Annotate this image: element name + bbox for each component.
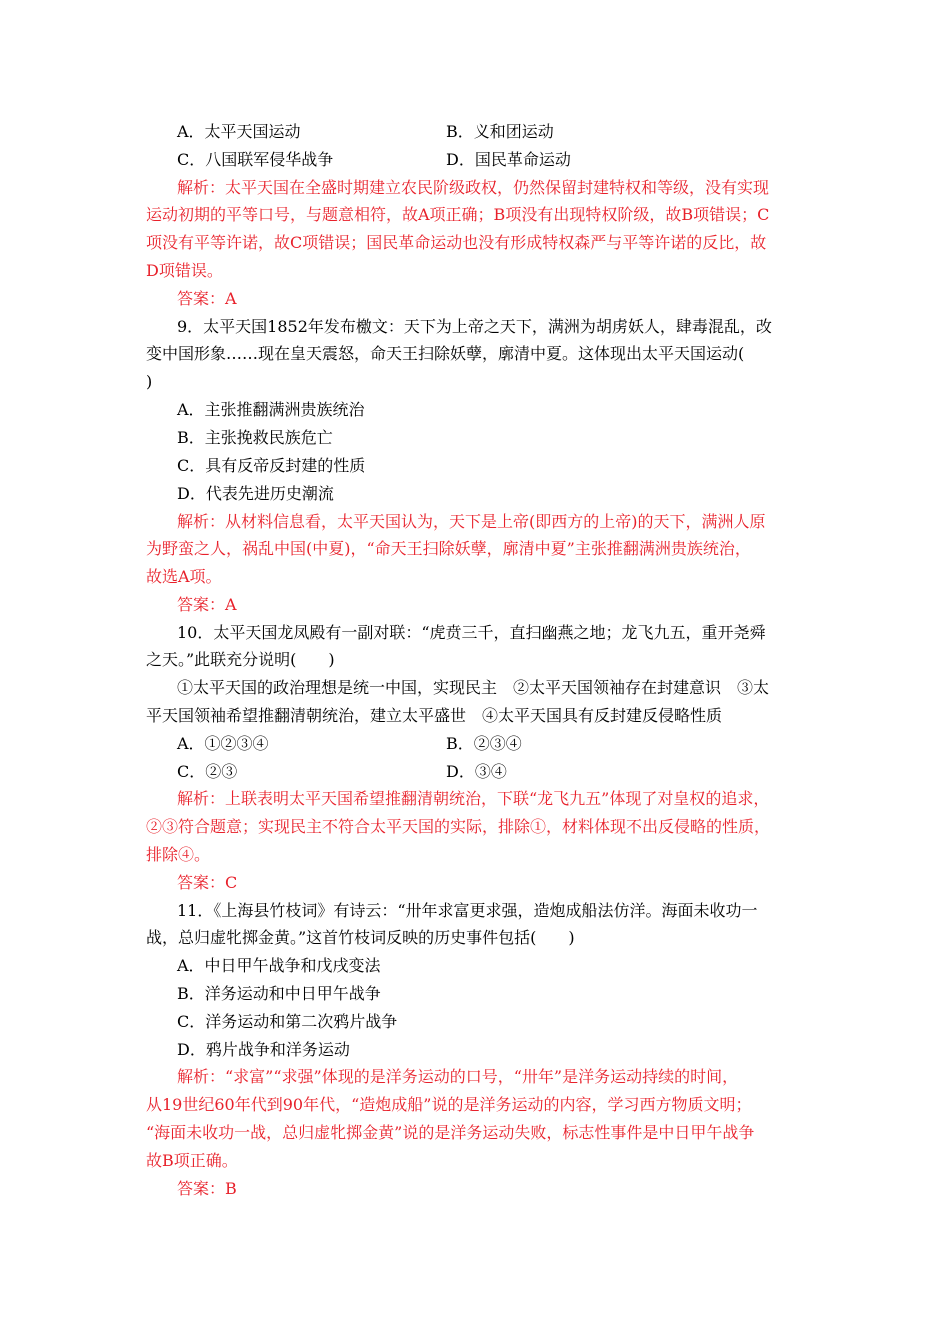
answer-text-line: 故选A项。: [146, 567, 222, 586]
answer-text-line: 解析：太平天国在全盛时期建立农民阶级政权，仍然保留封建特权和等级，没有实现: [177, 178, 770, 197]
answer-text-line: D项错误。: [146, 261, 223, 280]
answer-text-line: 排除④。: [146, 845, 211, 864]
answer-text-line: “海面未收功一战，总归虚牝掷金黄”说的是洋务运动失败，标志性事件是中日甲午战争: [146, 1123, 755, 1142]
answer-text-line: 解析：上联表明太平天国希望推翻清朝统治，下联“龙飞九五”体现了对皇权的追求，: [177, 789, 770, 808]
question-text-line: C．八国联军侵华战争: [177, 150, 334, 169]
answer-text-line: 答案：A: [177, 289, 237, 308]
answer-text-line: 解析：从材料信息看，太平天国认为，天下是上帝(即西方的上帝)的天下，满洲人原: [177, 512, 766, 531]
question-text-line: 10．太平天国龙凤殿有一副对联：“虎贲三千，直扫幽燕之地；龙飞九五，重开尧舜: [177, 623, 766, 642]
question-text-line: B．主张挽救民族危亡: [177, 428, 333, 447]
question-text-line: A．太平天国运动: [177, 122, 301, 141]
answer-text-line: 运动初期的平等口号，与题意相符，故A项正确；B项没有出现特权阶级，故B项错误；C: [146, 205, 770, 224]
question-text-line: C．②③: [177, 762, 238, 781]
question-text-line: ): [146, 372, 153, 391]
question-text-line: A．主张推翻满洲贵族统治: [177, 400, 365, 419]
question-text-line: B．②③④: [446, 734, 522, 753]
answer-text-line: 答案：A: [177, 595, 237, 614]
question-text-line: ①太平天国的政治理想是统一中国，实现民主 ②太平天国领袖存在封建意识 ③太: [177, 678, 770, 697]
question-text-line: 变中国形象……现在皇天震怒，命天王扫除妖孽，廓清中夏。这体现出太平天国运动(: [146, 344, 745, 363]
question-text-line: D．③④: [446, 762, 507, 781]
question-text-line: C．具有反帝反封建的性质: [177, 456, 366, 475]
question-text-line: B．义和团运动: [446, 122, 554, 141]
answer-text-line: 为野蛮之人，祸乱中国(中夏)，“命天王扫除妖孽，廓清中夏”主张推翻满洲贵族统治，: [146, 539, 751, 558]
question-text-line: C．洋务运动和第二次鸦片战争: [177, 1012, 398, 1031]
answer-text-line: ②③符合题意；实现民主不符合太平天国的实际，排除①，材料体现不出反侵略的性质，: [146, 817, 771, 836]
question-text-line: A．①②③④: [177, 734, 269, 753]
answer-text-line: 从19世纪60年代到90年代，“造炮成船”说的是洋务运动的内容，学习西方物质文明；: [146, 1095, 752, 1114]
question-text-line: 9．太平天国1852年发布檄文：天下为上帝之天下，满洲为胡虏妖人，肆毒混乱，改: [177, 317, 772, 336]
question-text-line: D．代表先进历史潮流: [177, 484, 334, 503]
question-text-line: 平天国领袖希望推翻清朝统治，建立太平盛世 ④太平天国具有反封建反侵略性质: [146, 706, 723, 725]
question-text-line: D．鸦片战争和洋务运动: [177, 1040, 350, 1059]
answer-text-line: 故B项正确。: [146, 1151, 238, 1170]
question-text-line: D．国民革命运动: [446, 150, 571, 169]
answer-text-line: 答案：C: [177, 873, 238, 892]
question-text-line: A．中日甲午战争和戊戌变法: [177, 956, 381, 975]
answer-text-line: 答案：B: [177, 1179, 237, 1198]
question-text-line: 之天。”此联充分说明( ): [146, 650, 335, 669]
question-text-line: 战，总归虚牝掷金黄。”这首竹枝词反映的历史事件包括( ): [146, 928, 575, 947]
answer-text-line: 项没有平等许诺，故C项错误；国民革命运动也没有形成特权森严与平等许诺的反比，故: [146, 233, 767, 252]
question-text-line: 11．《上海县竹枝词》有诗云：“卅年求富更求强，造炮成船法仿洋。海面未收功一: [177, 901, 758, 920]
answer-text-line: 解析：“求富”“求强”体现的是洋务运动的口号，“卅年”是洋务运动持续的时间，: [177, 1067, 739, 1086]
question-text-line: B．洋务运动和中日甲午战争: [177, 984, 381, 1003]
